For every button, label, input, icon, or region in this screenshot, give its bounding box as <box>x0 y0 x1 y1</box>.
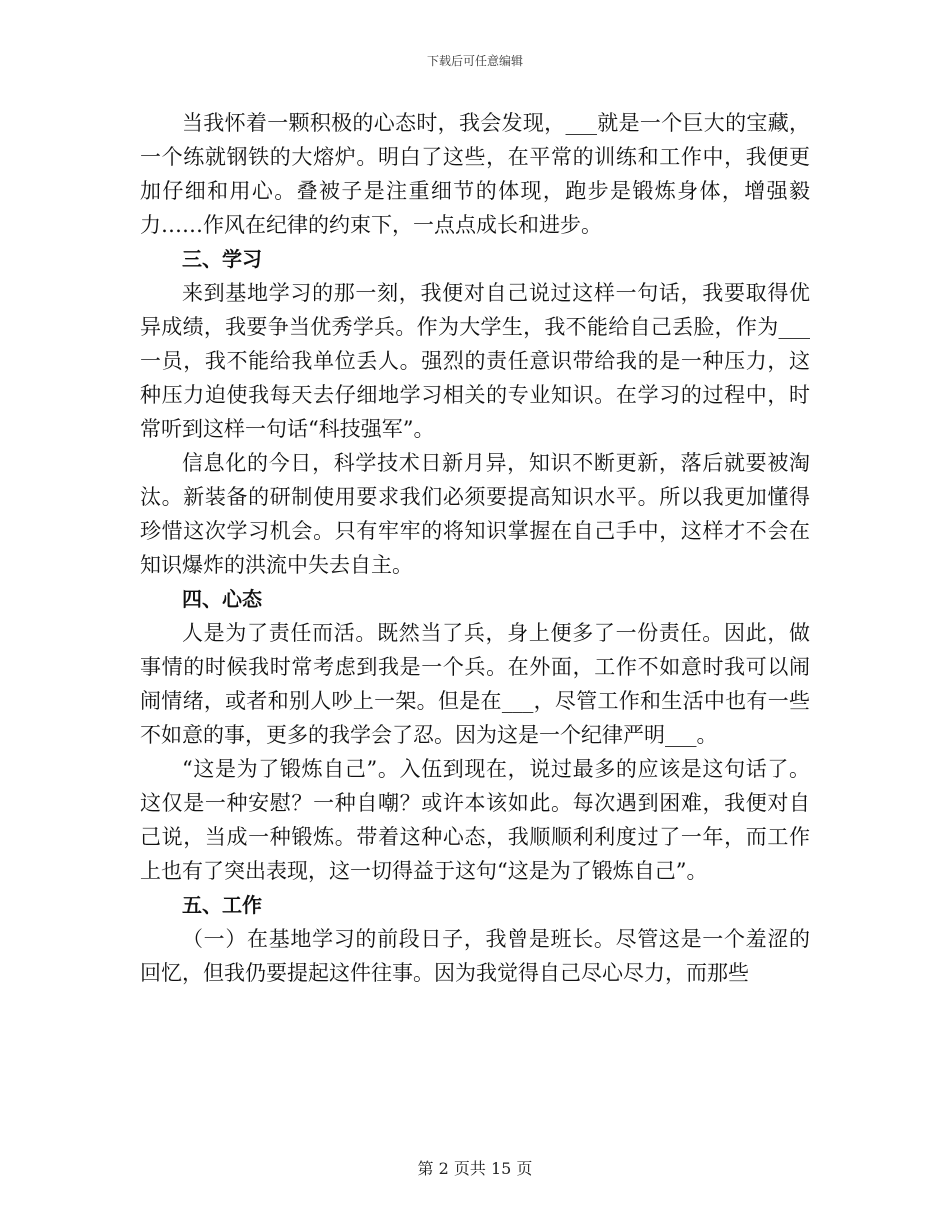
document-body <box>140 106 810 990</box>
paragraph: 来到基地学习的那一刻，我便对自己说过这样一句话，我要取得优异成绩，我要争当优秀学兵。作为大学生，我不能给自己丢脸，作为___一员，我不能给我单位丢人。强烈的责任意识带给我的是一种压力，这种压力迫使我每天去仔细地学习相关的专业知识。在学习的过程中，时常听到这样一句话“科技强军”。 <box>140 281 810 441</box>
paragraph: （一）在基地学习的前段日子，我曾是班长。尽管这是一个羞涩的回忆，但我仍要提起这件往事。因为我觉得自己尽心尽力，而那些 <box>140 927 810 985</box>
section-heading-study: 三、学习 <box>182 247 262 271</box>
paragraph: 人是为了责任而活。既然当了兵，身上便多了一份责任。因此，做事情的时候我时常考虑到我是一个兵。在外面，工作不如意时我可以闹闹情绪，或者和别人吵上一架。但是在___，尽管工作和生活中也有一些不如意的事，更多的我学会了忍。因为这是一个纪律严明___。 <box>140 621 810 747</box>
paragraph: 信息化的今日，科学技术日新月异，知识不断更新，落后就要被淘汰。新装备的研制使用要求我们必须要提高知识水平。所以我更加懂得珍惜这次学习机会。只有牢牢的将知识掌握在自己手中，这样才不会在知识爆炸的洪流中失去自主。 <box>140 451 810 577</box>
paragraph: “这是为了锻炼自己”。入伍到现在，说过最多的应该是这句话了。这仅是一种安慰？一种自嘲？或许本该如此。每次遇到困难，我便对自己说，当成一种锻炼。带着这种心态，我顺顺利利度过了一年，而工作上也有了突出表现，这一切得益于这句“这是为了锻炼自己”。 <box>140 757 810 883</box>
section-heading-work: 五、工作 <box>182 893 262 917</box>
page-number-footer: 第 2 页共 15 页 <box>417 1159 533 1178</box>
section-heading-mindset: 四、心态 <box>182 587 262 611</box>
page-header-note: 下载后可任意编辑 <box>426 54 523 68</box>
paragraph: 当我怀着一颗积极的心态时，我会发现，___就是一个巨大的宝藏，一个练就钢铁的大熔炉。明白了这些，在平常的训练和工作中，我便更加仔细和用心。叠被子是注重细节的体现，跑步是锻炼身体，增强毅力……作风在纪律的约束下，一点点成长和进步。 <box>140 111 810 237</box>
